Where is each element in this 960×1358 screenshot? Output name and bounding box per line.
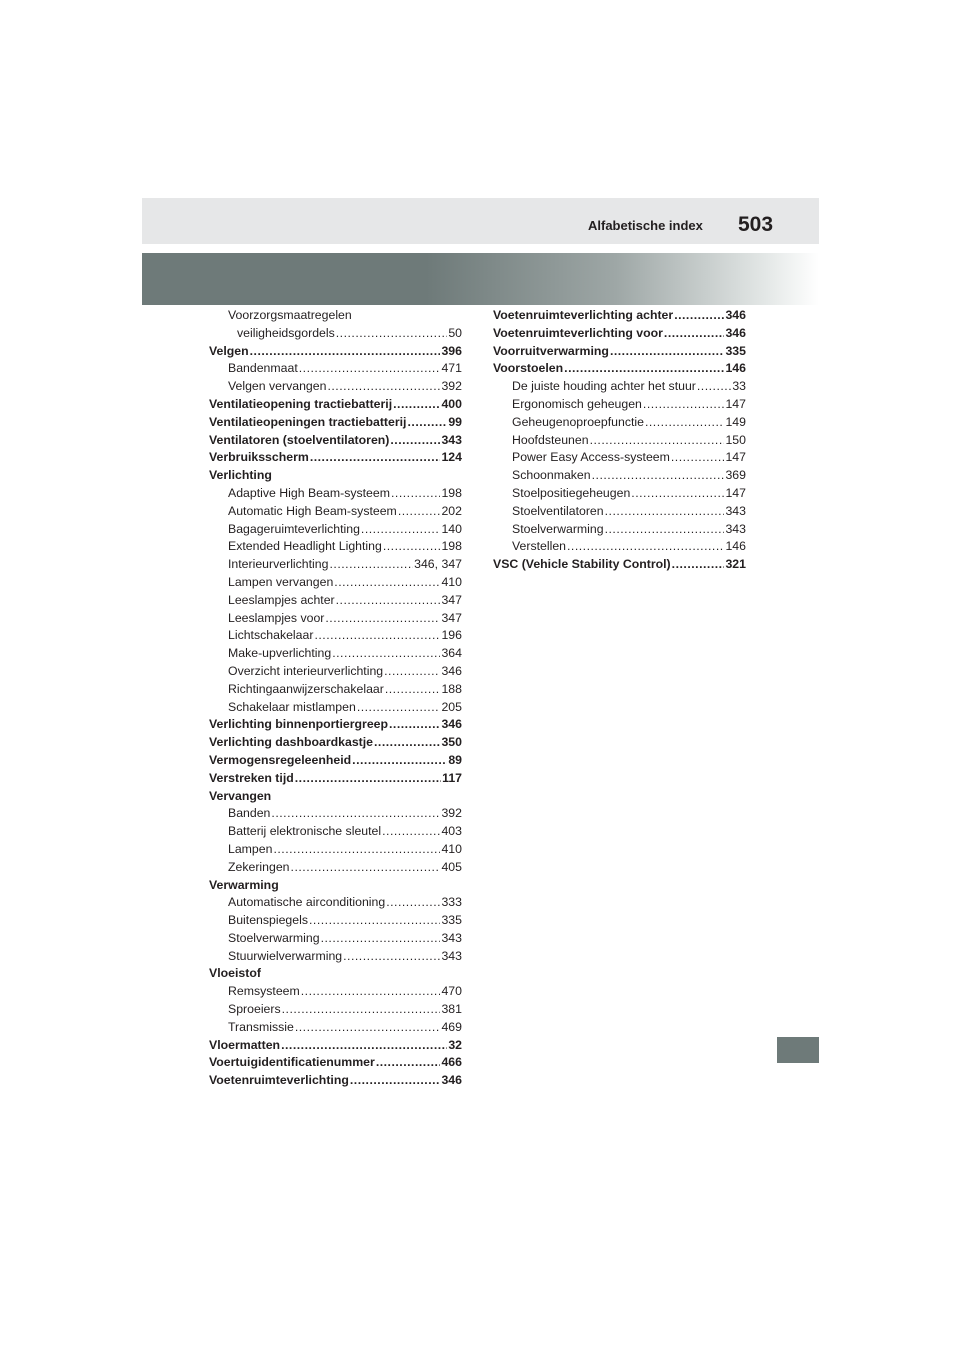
index-entry (209, 1072, 462, 1090)
index-entry (493, 360, 746, 378)
dot-leader (389, 716, 440, 734)
entry-page-number: 321 (725, 557, 746, 572)
index-entry (209, 770, 462, 788)
entry-page-number: 364 (441, 646, 462, 661)
entry-label: Verlichting (209, 468, 272, 483)
entry-label: Power Easy Access-systeem (512, 450, 670, 465)
entry-label: Voorzorgsmaatregelen (228, 308, 352, 322)
index-entry (209, 467, 462, 485)
dot-leader (295, 770, 441, 788)
dot-leader (398, 503, 441, 521)
entry-label: Schoonmaken (512, 468, 591, 483)
entry-page-number: 470 (441, 984, 462, 999)
entry-label: Ergonomisch geheugen (512, 396, 642, 411)
entry-page-number: 146 (725, 539, 746, 554)
entry-label: Vloermatten (209, 1037, 281, 1052)
dot-leader (291, 859, 441, 877)
index-column-right (493, 307, 746, 574)
entry-page-number: 205 (441, 699, 462, 714)
entry-label: Batterij elektronische sleutel (228, 824, 382, 839)
dot-leader (697, 378, 731, 396)
entry-page-number: 410 (441, 574, 462, 589)
index-entry (493, 467, 746, 485)
index-entry (209, 930, 462, 948)
dot-leader (325, 610, 440, 628)
entry-page-number: 89 (448, 752, 462, 767)
dot-leader (376, 1054, 441, 1072)
entry-page-number: 350 (441, 735, 462, 750)
entry-page-number: 343 (441, 432, 462, 447)
entry-page-number: 202 (441, 503, 462, 518)
entry-page-number: 198 (441, 539, 462, 554)
dot-leader (664, 325, 725, 343)
entry-page-number: 346, 347 (414, 557, 462, 572)
entry-label: Lampen vervangen (228, 574, 334, 589)
entry-label: Leeslampjes voor (228, 610, 325, 625)
entry-label: Bandenmaat (228, 361, 298, 376)
dot-leader (299, 360, 441, 378)
dot-leader (407, 414, 447, 432)
entry-page-number: 147 (725, 485, 746, 500)
dot-leader (564, 360, 724, 378)
index-entry (493, 556, 746, 574)
index-entry (493, 432, 746, 450)
index-entry (209, 912, 462, 930)
entry-label: De juiste houding achter het stuur (512, 379, 696, 394)
entry-page-number: 333 (441, 895, 462, 910)
dot-leader (332, 645, 440, 663)
dot-leader (671, 449, 725, 467)
index-entry (209, 841, 462, 859)
dot-leader (282, 1001, 441, 1019)
entry-label: Interieurverlichting (228, 557, 329, 572)
index-entry (209, 343, 462, 361)
index-entry (209, 734, 462, 752)
index-entry (493, 378, 746, 396)
index-entry (493, 485, 746, 503)
index-entry (209, 521, 462, 539)
entry-page-number: 410 (441, 841, 462, 856)
page-number: 503 (738, 213, 774, 236)
entry-label: Remsysteem (228, 984, 300, 999)
entry-label: Ventilatieopeningen tractiebatterij (209, 414, 407, 429)
index-entry (209, 485, 462, 503)
dot-leader (250, 343, 441, 361)
entry-label: Adaptive High Beam-systeem (228, 485, 390, 500)
entry-label: Vervangen (209, 788, 272, 803)
entry-label: Voorruitverwarming (493, 343, 609, 358)
entry-page-number: 140 (441, 521, 462, 536)
index-entry (209, 859, 462, 877)
entry-page-number: 403 (441, 824, 462, 839)
entry-page-number: 147 (725, 396, 746, 411)
dot-leader (605, 503, 725, 521)
dot-leader (343, 948, 440, 966)
index-entry (209, 432, 462, 450)
index-entry (209, 663, 462, 681)
dot-leader (314, 627, 440, 645)
entry-label: Zekeringen (228, 859, 290, 874)
index-entry (209, 681, 462, 699)
dot-leader (391, 485, 440, 503)
index-entry (493, 396, 746, 414)
entry-label: Voetenruimteverlichting achter (493, 308, 674, 322)
index-entry (209, 1037, 462, 1055)
entry-label: Vloeistof (209, 966, 261, 981)
dot-leader (327, 378, 440, 396)
index-entry (209, 699, 462, 717)
entry-label: Lichtschakelaar (228, 628, 314, 643)
dot-leader (674, 307, 724, 325)
index-entry (209, 805, 462, 823)
entry-label: Bagageruimteverlichting (228, 521, 360, 536)
section-title: Alfabetische index (588, 218, 703, 233)
entry-page-number: 392 (441, 379, 462, 394)
entry-page-number: 335 (725, 343, 746, 358)
entry-label: Velgen vervangen (228, 379, 327, 394)
entry-label: Verlichting dashboardkastje (209, 735, 374, 750)
index-entry (209, 610, 462, 628)
index-entry (209, 983, 462, 1001)
dot-leader (329, 556, 413, 574)
dot-leader (390, 432, 440, 450)
dot-leader (605, 521, 725, 539)
entry-label: Verbruiksscherm (209, 450, 309, 465)
entry-label: Automatische airconditioning (228, 895, 386, 910)
entry-label: Vermogensregeleenheid (209, 752, 352, 767)
entry-label: Stoelpositiegeheugen (512, 485, 631, 500)
index-entry (209, 877, 462, 895)
dot-leader (592, 467, 725, 485)
entry-label: Velgen (209, 343, 249, 358)
entry-page-number: 50 (448, 325, 462, 340)
entry-label: Verstellen (512, 539, 567, 554)
dot-leader (383, 538, 441, 556)
entry-page-number: 347 (441, 592, 462, 607)
entry-label: Ventilatieopening tractiebatterij (209, 396, 393, 411)
entry-page-number: 343 (725, 503, 746, 518)
dot-leader (352, 752, 447, 770)
entry-page-number: 469 (441, 1019, 462, 1034)
entry-page-number: 188 (441, 681, 462, 696)
entry-label: Schakelaar mistlampen (228, 699, 356, 714)
dot-leader (672, 556, 725, 574)
dot-leader (590, 432, 725, 450)
entry-page-number: 124 (441, 450, 462, 465)
dot-leader (384, 663, 440, 681)
entry-page-number: 196 (441, 628, 462, 643)
index-entry (209, 716, 462, 734)
dot-leader (310, 449, 441, 467)
dot-leader (610, 343, 725, 361)
entry-page-number: 392 (441, 806, 462, 821)
entry-page-number: 33 (732, 379, 746, 394)
entry-page-number: 471 (441, 361, 462, 376)
index-entry (209, 307, 462, 325)
dot-leader (271, 805, 440, 823)
dot-leader (361, 521, 441, 539)
dot-leader (336, 325, 448, 343)
entry-label: Automatic High Beam-systeem (228, 503, 397, 518)
entry-page-number: 335 (441, 913, 462, 928)
index-entry (209, 414, 462, 432)
entry-page-number: 346 (441, 717, 462, 732)
index-entry (209, 325, 462, 343)
entry-page-number: 149 (725, 414, 746, 429)
dot-leader (295, 1019, 441, 1037)
entry-page-number: 369 (725, 468, 746, 483)
entry-label: Banden (228, 806, 271, 821)
dot-leader (301, 983, 441, 1001)
decorative-gradient-band (142, 253, 819, 305)
dot-leader (643, 396, 725, 414)
index-entry (209, 556, 462, 574)
entry-page-number: 381 (441, 1002, 462, 1017)
header-bar (142, 198, 819, 244)
entry-page-number: 466 (441, 1055, 462, 1070)
entry-page-number: 347 (441, 610, 462, 625)
entry-label: Stoelverwarming (228, 930, 320, 945)
entry-label: Make-upverlichting (228, 646, 332, 661)
entry-page-number: 346 (441, 1073, 462, 1088)
index-entry (209, 396, 462, 414)
index-entry (209, 645, 462, 663)
entry-label: Voetenruimteverlichting voor (493, 325, 663, 340)
entry-label: Verlichting binnenportiergreep (209, 717, 389, 732)
index-entry (493, 503, 746, 521)
entry-page-number: 146 (725, 361, 746, 376)
index-entry (209, 752, 462, 770)
dot-leader (631, 485, 724, 503)
entry-label: veiligheidsgordels (237, 325, 335, 340)
dot-leader (273, 841, 440, 859)
entry-page-number: 150 (725, 432, 746, 447)
entry-page-number: 346 (441, 663, 462, 678)
dot-leader (334, 574, 440, 592)
dot-leader (357, 699, 441, 717)
index-entry (209, 503, 462, 521)
index-entry (209, 948, 462, 966)
entry-page-number: 346 (725, 325, 746, 340)
index-entry (209, 894, 462, 912)
index-entry (493, 414, 746, 432)
dot-leader (336, 592, 441, 610)
index-entry (209, 823, 462, 841)
dot-leader (374, 734, 440, 752)
index-entry (209, 574, 462, 592)
entry-page-number: 343 (441, 930, 462, 945)
index-entry (209, 1001, 462, 1019)
dot-leader (567, 538, 724, 556)
entry-page-number: 147 (725, 450, 746, 465)
index-entry (493, 449, 746, 467)
index-entry (209, 592, 462, 610)
dot-leader (382, 823, 440, 841)
index-entry (209, 965, 462, 983)
entry-label: Voorstoelen (493, 361, 564, 376)
entry-label: Buitenspiegels (228, 913, 308, 928)
dot-leader (385, 681, 441, 699)
dot-leader (393, 396, 440, 414)
entry-label: Verwarming (209, 877, 279, 892)
entry-label: Transmissie (228, 1019, 294, 1034)
index-entry (209, 360, 462, 378)
entry-label: Extended Headlight Lighting (228, 539, 382, 554)
dot-leader (281, 1037, 447, 1055)
entry-label: Ventilatoren (stoelventilatoren) (209, 432, 390, 447)
index-entry (209, 788, 462, 806)
entry-label: VSC (Vehicle Stability Control) (493, 557, 671, 572)
dot-leader (350, 1072, 441, 1090)
entry-page-number: 396 (441, 343, 462, 358)
entry-label: Verstreken tijd (209, 770, 294, 785)
dot-leader (321, 930, 441, 948)
entry-label: Geheugenoproepfunctie (512, 414, 644, 429)
entry-label: Lampen (228, 841, 273, 856)
index-entry (493, 343, 746, 361)
index-entry (209, 538, 462, 556)
dot-leader (309, 912, 440, 930)
index-entry (209, 1054, 462, 1072)
entry-page-number: 405 (441, 859, 462, 874)
entry-label: Stoelventilatoren (512, 503, 604, 518)
index-entry (209, 378, 462, 396)
entry-page-number: 343 (441, 948, 462, 963)
entry-page-number: 198 (441, 485, 462, 500)
index-entry (493, 521, 746, 539)
index-entry (493, 325, 746, 343)
entry-page-number: 32 (448, 1037, 462, 1052)
entry-label: Stoelverwarming (512, 521, 604, 536)
entry-label: Overzicht interieurverlichting (228, 663, 384, 678)
entry-page-number: 117 (442, 770, 462, 785)
entry-label: Voertuigidentificatienummer (209, 1055, 375, 1070)
entry-page-number: 99 (448, 414, 462, 429)
index-entry (493, 307, 746, 325)
entry-label: Hoofdsteunen (512, 432, 589, 447)
entry-label: Stuurwielverwarming (228, 948, 343, 963)
dot-leader (386, 894, 440, 912)
entry-page-number: 400 (441, 396, 462, 411)
index-entry (209, 449, 462, 467)
entry-page-number: 343 (725, 521, 746, 536)
dot-leader (645, 414, 725, 432)
index-entry (209, 1019, 462, 1037)
entry-label: Sproeiers (228, 1002, 281, 1017)
entry-page-number: 346 (725, 308, 746, 322)
index-entry (493, 538, 746, 556)
entry-label: Richtingaanwijzerschakelaar (228, 681, 384, 696)
entry-label: Leeslampjes achter (228, 592, 335, 607)
index-column-left (209, 307, 462, 1090)
index-entry (209, 627, 462, 645)
chapter-tab-marker (777, 1037, 819, 1063)
entry-label: Voetenruimteverlichting (209, 1073, 349, 1088)
